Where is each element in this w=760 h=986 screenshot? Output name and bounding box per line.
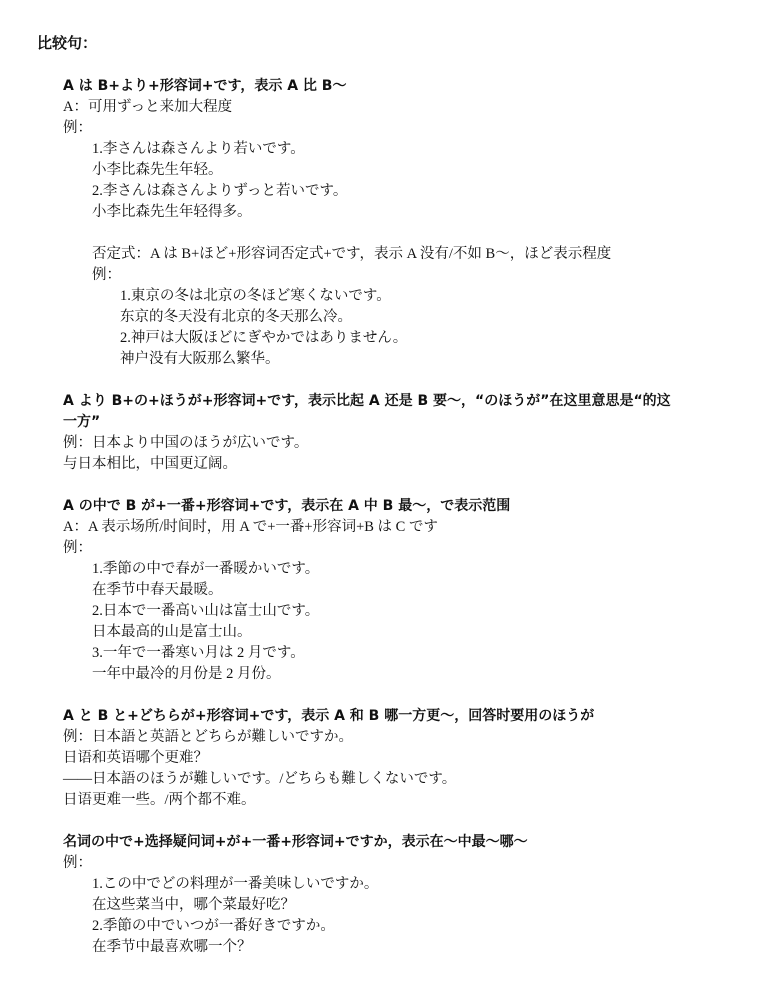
example-line: 在季节中最喜欢哪一个？ [92,939,252,955]
section-heading: 名词の中で+选择疑问词+が+一番+形容词+ですか，表示在～中最～哪～ [63,834,528,850]
example-line: 1.この中でどの料理が一番美味しいですか。 [92,876,379,892]
example-line: 日语和英语哪个更难？ [63,750,208,766]
example-line: 日语更难一些。/两个都不难。 [63,792,256,808]
example-line: 在季节中春天最暖。 [92,582,223,598]
example-line: 2.神戸は大阪ほどにぎやかではありません。 [120,330,408,346]
section-note: A：A 表示场所/时间时，用 A で+一番+形容词+B は C です [63,519,438,535]
example-line: 例：日本語と英語とどちらが難しいですか。 [63,729,353,745]
section-heading: A と B と+どちらが+形容词+です，表示 A 和 B 哪一方更～，回答时要用のほうが [63,708,595,724]
example-line: 小李比森先生年轻。 [92,162,223,178]
example-line: 1.東京の冬は北京の冬ほど寒くないです。 [120,288,391,304]
example-line: 与日本相比，中国更辽阔。 [63,456,237,472]
example-line: 1.季節の中で春が一番暖かいです。 [92,561,320,577]
example-label: 例： [92,267,121,283]
example-label: 例： [63,540,92,556]
negative-form-heading: 否定式：A は B+ほど+形容词否定式+です，表示 A 没有/不如 B～，ほど表示程度 [92,246,612,262]
example-line: 例：日本より中国のほうが広いです。 [63,435,309,451]
example-line: 在这些菜当中，哪个菜最好吃？ [92,897,295,913]
example-label: 例： [63,855,92,871]
example-line: 小李比森先生年轻得多。 [92,204,252,220]
section-heading: A の中で B が+一番+形容词+です，表示在 A 中 B 最～，で表示范围 [63,498,511,514]
example-line: 2.季節の中でいつが一番好きですか。 [92,918,335,934]
page-title: 比较句： [37,34,98,52]
example-label: 例： [63,120,92,136]
section-heading: A は B+より+形容词+です，表示 A 比 B～ [63,78,347,94]
example-line: 2.李さんは森さんよりずっと若いです。 [92,183,348,199]
section-note: A：可用ずっと来加大程度 [63,99,233,115]
example-line: 3.一年で一番寒い月は 2 月です。 [92,645,305,661]
example-line: ——日本語のほうが難しいです。/どちらも難しくないです。 [63,771,457,787]
example-line: 一年中最冷的月份是 2 月份。 [92,666,281,682]
section-heading: A より B+の+ほうが+形容词+です，表示比起 A 还是 B 要～，“のほうが”在这里意思是“的这 [63,393,671,409]
section-heading-continued: 一方” [63,414,101,430]
example-line: 日本最高的山是富士山。 [92,624,252,640]
example-line: 2.日本で一番高い山は富士山です。 [92,603,320,619]
example-line: 神户没有大阪那么繁华。 [120,351,280,367]
example-line: 东京的冬天没有北京的冬天那么冷。 [120,309,352,325]
example-line: 1.李さんは森さんより若いです。 [92,141,305,157]
